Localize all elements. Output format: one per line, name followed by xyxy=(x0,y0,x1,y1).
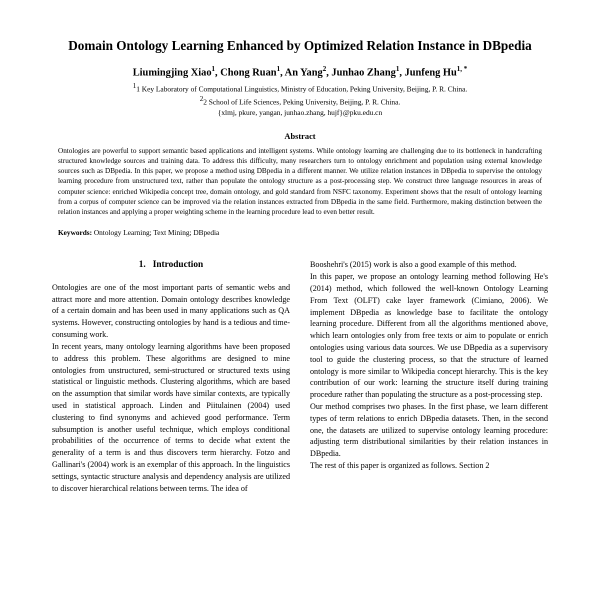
section-number: 1. xyxy=(138,260,146,271)
section-heading-introduction xyxy=(52,259,290,273)
right-column xyxy=(310,259,548,494)
keywords-line xyxy=(58,228,542,237)
paragraph: Booshehri's (2015) work is also a good example of this method. xyxy=(310,260,517,270)
affiliation-2-text: 2 School of Life Sciences, Peking University, Beijing, P. R. China. xyxy=(203,97,401,107)
left-column xyxy=(52,259,290,494)
paragraph: Our method comprises two phases. In the first phase, we learn different types of term relations to enrich DBpedia datasets. Then, in the second one, the datasets are utilized to supervise ontology learning procedure: adjusting term distributional similarities by their relation instances in DBpedia. xyxy=(310,402,548,459)
paragraph: In this paper, we propose an ontology learning method following He's (2014) method, which followed the well-known Ontology Learning From Text (OLFT) cake layer framework (Cimiano, 2006). We implement DBpedia as knowledge base to facilitate the ontology learning procedure. Different from all the algorithms mentioned above, which learn ontologies only from free texts or aim to populate or enrich ontologies using various data sources. We use DBpedia as a supervisory tool to guide the clustering process, so that the structure of learned ontology is more similar to Wikipedia concept hierarchy. This is the key contribution of our work: learning the structure itself during training procedure rather than populating the structure as a post-processing step. xyxy=(310,272,548,400)
author-list: Liumingjing Xiao$^1$, Chong Ruan$^1$, An Yang$^2$, Junhao Zhang$^1$, Junfeng $Hu^{1, *}$ xyxy=(132,64,468,78)
body-columns xyxy=(52,259,548,494)
abstract-text: Ontologies are powerful to support semantic based applications and intelligent systems. While ontology learning are challenging due to its bottleneck in handcrafting structured knowledge sources and training data. To address this difficulty, many researchers turn to ontology enrichment and population using external knowledge sources such as DBpedia. In this paper, we propose a method using DBpedia in a different manner. We utilize relation instances in DBpedia to supervise the ontology learning procedure from unstructured text, rather than populate the ontology structure as a post-processing step. We construct three language resources in areas of computer science: enriched Wikipedia concept tree, domain ontology, and gold standard from NSFC taxonomy. Experiment shows that the result of ontology learning from a corpus of computer science can be improved via the relation instances extracted from DBpedia in the same field. Furthermore, making distinction between the relation instances and applying a proper weighting scheme in the learning procedure lead to even better result. xyxy=(58,146,542,217)
keywords-value: Ontology Learning; Text Mining; DBpedia xyxy=(92,228,220,238)
affiliation-1-text: 1 Key Laboratory of Computational Linguistics, Ministry of Education, Peking University, Beijing, P. R. China. xyxy=(136,84,468,94)
section-title: Introduction xyxy=(152,260,204,271)
keywords-label: Keywords: xyxy=(58,228,93,238)
abstract-heading: Abstract xyxy=(284,131,316,141)
affiliation-1 xyxy=(52,82,548,94)
page-title: Domain Ontology Learning Enhanced by Optimized Relation Instance in DBpedia xyxy=(68,38,532,53)
affiliation-marker-1: 1 xyxy=(132,82,137,91)
paragraph: The rest of this paper is organized as follows. Section 2 xyxy=(310,461,490,471)
paragraph: Ontologies are one of the most important parts of semantic webs and attract more and more attention. Domain ontology describes knowledge of a certain domain and has been used in many applications such as QA systems. However, constructing ontologies by hand is a tedious and time-consuming work. xyxy=(52,282,290,340)
paragraph: In recent years, many ontology learning algorithms have been proposed to address this problem. These algorithms are designed to mine ontologies from unstructured, semi-structured or structured texts using statistical or linguistic methods. Clustering algorithms, which are based on the assumption that similar words have similar contexts, are typically used in statistical approach. Linden and Piitulainen (2004) used clustering to find synonyms and achieved good performance. Term subsumption is another useful technique, which employs conditional probabilities of the occurrence of terms to decide what extent the generality of a term is and thus discovers term hierarchy. Fotzo and Gallinari's (2004) work is an exemplar of this approach. In the linguistics settings, syntactic structure analysis and dependency analysis are utilized to discover hierarchical relations between terms. The idea of xyxy=(52,341,290,493)
contact-email: {xlmj, pkure, yangan, junhao.zhang, hujf}@pku.edu.cn xyxy=(217,107,383,117)
affiliation-2 xyxy=(52,95,548,107)
affiliation-marker-2: 2 xyxy=(199,94,204,103)
